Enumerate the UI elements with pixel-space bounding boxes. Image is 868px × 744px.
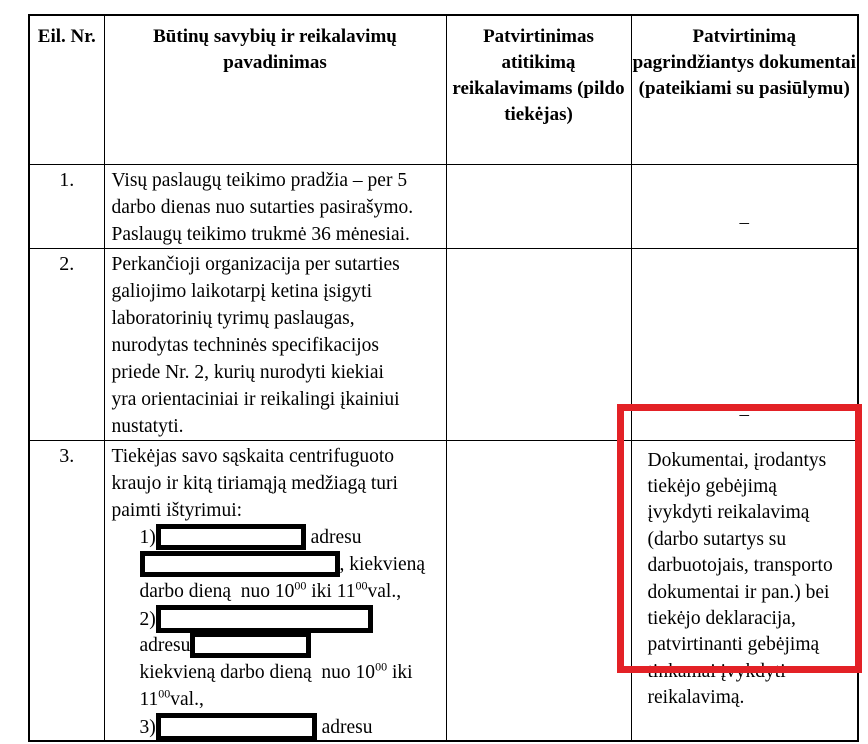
text-segment: , kiekvieną <box>339 553 426 575</box>
text-line <box>112 578 442 605</box>
table-row <box>29 164 858 248</box>
text-segment: 3) <box>139 716 156 738</box>
column-header-confirmation: Patvirtinimas atitikimą reikalavimams (pildo tiekėjas) <box>446 15 631 164</box>
table-header-row <box>29 15 858 164</box>
text-line: kraujo ir kitą tiriamąją medžiagą turi <box>111 472 398 494</box>
text-line <box>112 605 442 632</box>
table-row <box>29 248 858 440</box>
table-row <box>29 440 858 741</box>
text-line: reikalavimą. <box>647 687 745 709</box>
superscript-text: 00 <box>355 578 368 592</box>
text-segment: adresu <box>316 716 373 738</box>
text-line: paimti ištyrimui: <box>111 499 243 521</box>
superscript-text: 00 <box>158 686 171 700</box>
text-line: Tiekėjas savo sąskaita centrifuguoto <box>111 445 395 467</box>
text-segment: 2) <box>139 608 156 630</box>
row-number: 1. <box>29 164 104 248</box>
text-segment: kiekvieną darbo dieną nuo 10 <box>139 661 376 683</box>
text-line: tiekėjo gebėjimą <box>647 475 777 497</box>
redaction-box <box>190 632 311 658</box>
redaction-box <box>140 551 340 577</box>
confirmation-cell <box>446 164 631 248</box>
documents-dash: – <box>631 164 858 248</box>
text-line: galiojimo laikotarpį ketina įsigyti <box>111 280 372 302</box>
text-line: patvirtinanti gebėjimą <box>647 634 820 656</box>
text-line: tiekėjo deklaracija, <box>647 607 796 629</box>
text-line: (darbo sutartys su <box>647 528 787 550</box>
documents-dash: – <box>631 248 858 440</box>
text-line: yra orientaciniai ir reikalingi įkainiui <box>111 388 400 410</box>
requirement-intro <box>112 443 442 524</box>
text-segment: 1) <box>139 526 156 548</box>
confirmation-cell <box>446 440 631 741</box>
text-segment: val., <box>367 580 402 602</box>
text-line: nustatyti. <box>111 415 184 437</box>
confirmation-cell <box>446 248 631 440</box>
text-line: Perkančioji organizacija per sutarties <box>111 253 400 275</box>
requirement-text <box>104 248 446 440</box>
documents-text <box>631 440 858 741</box>
text-line <box>112 686 442 713</box>
text-line: laboratorinių tyrimų paslaugas, <box>111 307 355 329</box>
text-line: įvykdyti reikalavimą <box>647 502 810 524</box>
text-segment: adresu <box>139 634 191 656</box>
text-segment: iki <box>387 661 413 683</box>
requirement-text <box>104 164 446 248</box>
text-line: Dokumentai, įrodantys <box>647 449 827 471</box>
requirement-details <box>112 524 442 740</box>
redaction-box <box>156 713 317 741</box>
row-number: 2. <box>29 248 104 440</box>
requirement-text <box>104 440 446 741</box>
redaction-box <box>156 524 306 550</box>
text-line <box>112 551 442 578</box>
requirements-table <box>28 14 859 742</box>
text-line <box>112 659 442 686</box>
column-header-nr: Eil. Nr. <box>29 15 104 164</box>
row-number: 3. <box>29 440 104 741</box>
text-line: Visų paslaugų teikimo pradžia – per 5 <box>111 169 408 191</box>
text-segment: 11 <box>139 688 159 710</box>
text-segment: iki 11 <box>306 580 356 602</box>
text-line <box>112 713 442 740</box>
superscript-text: 00 <box>294 578 307 592</box>
text-segment: adresu <box>305 526 362 548</box>
text-segment: darbo dieną nuo 10 <box>139 580 295 602</box>
text-segment: val., <box>170 688 204 710</box>
text-line: dokumentai ir pan.) bei <box>647 581 830 603</box>
superscript-text: 00 <box>375 659 388 673</box>
text-line <box>112 524 442 551</box>
text-line: darbo dienas nuo sutarties pasirašymo. <box>111 196 414 218</box>
text-line: Paslaugų teikimo trukmė 36 mėnesiai. <box>111 223 410 245</box>
text-line: nurodytas techninės specifikacijos <box>111 334 380 356</box>
column-header-requirement: Būtinų savybių ir reikalavimų pavadinimas <box>104 15 446 164</box>
column-header-documents: Patvirtinimą pagrindžiantys dokumentai (pateikiami su pasiūlymu) <box>631 15 858 164</box>
text-line: tinkamai įvykdyti <box>647 660 786 682</box>
text-line: priede Nr. 2, kurių nurodyti kiekiai <box>111 361 384 383</box>
text-line: darbuotojais, transporto <box>647 555 833 577</box>
redaction-box <box>156 605 373 633</box>
text-line <box>112 632 442 659</box>
